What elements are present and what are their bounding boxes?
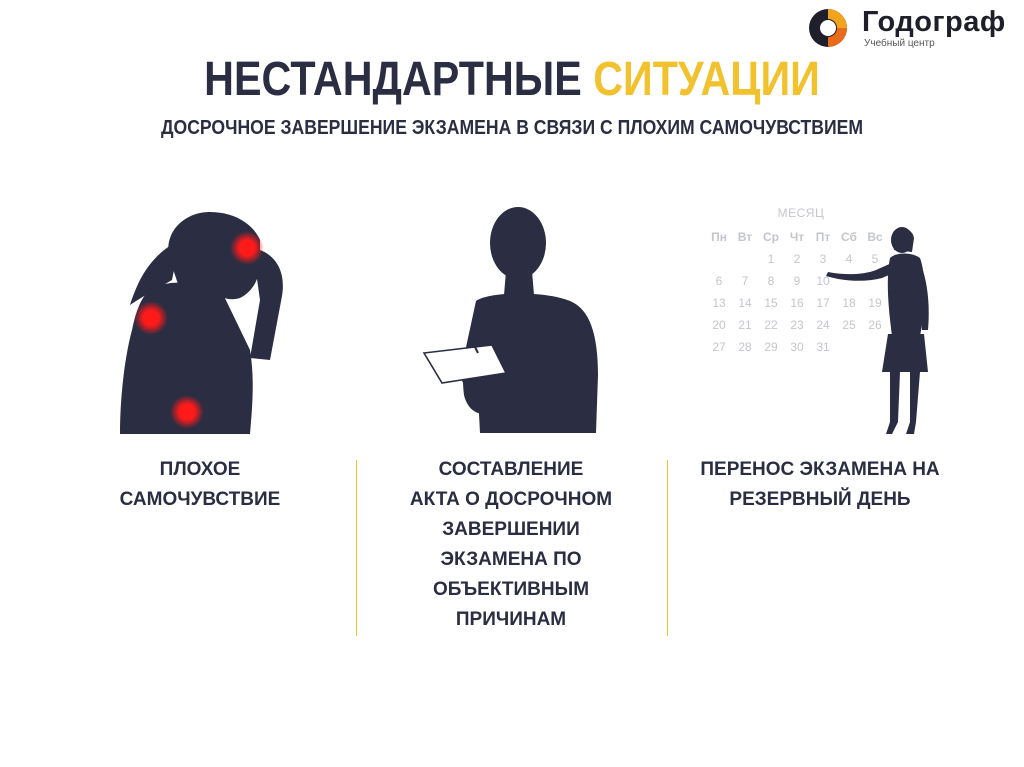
calendar-weekday: Ср	[763, 230, 779, 244]
calendar-day: 9	[793, 274, 801, 288]
calendar-day: 20	[712, 318, 726, 332]
calendar-day: 5	[871, 252, 879, 266]
calendar-weekday: Вт	[737, 230, 753, 244]
calendar-day: 30	[790, 340, 804, 354]
calendar-day: 7	[741, 274, 749, 288]
calendar-day: 8	[767, 274, 775, 288]
calendar-day: 15	[764, 296, 778, 310]
caption-line: ПЕРЕНОС ЭКЗАМЕНА НА	[700, 459, 940, 480]
calendar-day: 14	[738, 296, 752, 310]
page-subtitle: ДОСРОЧНОЕ ЗАВЕРШЕНИЕ ЭКЗАМЕНА В СВЯЗИ С ПЛОХИМ САМОЧУВСТВИЕМ	[160, 117, 864, 139]
calendar-weekday: Сб	[841, 230, 857, 244]
caption-line: ЗАВЕРШЕНИИ	[442, 519, 580, 540]
caption-line: РЕЗЕРВНЫЙ ДЕНЬ	[729, 489, 911, 510]
caption-line: ПЛОХОЕ	[159, 459, 241, 480]
caption-line: ЭКЗАМЕНА ПО	[440, 549, 582, 570]
sick-woman-silhouette	[110, 200, 310, 440]
caption-line: САМОЧУВСТВИЕ	[119, 489, 281, 510]
man-writing-figure	[420, 205, 610, 435]
pain-spot	[134, 301, 168, 335]
calendar-day: 2	[793, 252, 801, 266]
calendar-day: 26	[868, 318, 882, 332]
caption-line: СОСТАВЛЕНИЕ	[438, 459, 584, 480]
caption-act	[386, 455, 636, 635]
calendar-day: 17	[816, 296, 830, 310]
calendar-day: 28	[738, 340, 752, 354]
godograf-logo-icon	[806, 6, 854, 50]
logo-name: Годограф	[862, 6, 1006, 38]
caption-line: ПРИЧИНАМ	[455, 609, 567, 630]
title-part-dark: НЕСТАНДАРТНЫЕ	[204, 53, 582, 106]
calendar-day: 29	[764, 340, 778, 354]
column-divider	[667, 460, 668, 636]
calendar-weekday: Чт	[789, 230, 805, 244]
calendar-weekday: Вс	[867, 230, 883, 244]
caption-line: АКТА О ДОСРОЧНОМ	[409, 489, 613, 510]
calendar-weekday: Пн	[711, 230, 727, 244]
calendar-day: 31	[816, 340, 830, 354]
calendar-day: 23	[790, 318, 804, 332]
calendar-day: 3	[819, 252, 827, 266]
pain-spot	[170, 395, 204, 429]
calendar-day: 25	[842, 318, 856, 332]
calendar-day: 6	[715, 274, 723, 288]
calendar-day: 4	[845, 252, 853, 266]
calendar-day: 21	[738, 318, 752, 332]
sick-woman-figure	[110, 200, 310, 440]
calendar-day: 22	[764, 318, 778, 332]
calendar-weekday: Пт	[815, 230, 831, 244]
title-part-accent: СИТУАЦИИ	[593, 53, 820, 106]
calendar-day: 13	[712, 296, 726, 310]
logo-subtitle: Учебный центр	[864, 38, 935, 49]
calendar-day: 24	[816, 318, 830, 332]
calendar-day: 27	[712, 340, 726, 354]
calendar-day: 19	[868, 296, 882, 310]
calendar-day: 1	[767, 252, 775, 266]
woman-pointing-figure	[816, 226, 936, 436]
column-divider	[356, 460, 357, 636]
brand-logo	[806, 6, 1016, 50]
page-title	[72, 52, 953, 108]
woman-pointing-silhouette	[816, 226, 936, 436]
calendar-month: МЕСЯЦ	[777, 206, 825, 220]
pain-spot	[230, 231, 264, 265]
caption-bad-health	[100, 455, 300, 515]
calendar-day: 10	[816, 274, 830, 288]
calendar-day: 16	[790, 296, 804, 310]
calendar-day: 18	[842, 296, 856, 310]
man-writing-silhouette	[420, 205, 610, 435]
caption-line: ОБЪЕКТИВНЫМ	[432, 579, 590, 600]
caption-reschedule	[690, 455, 950, 515]
